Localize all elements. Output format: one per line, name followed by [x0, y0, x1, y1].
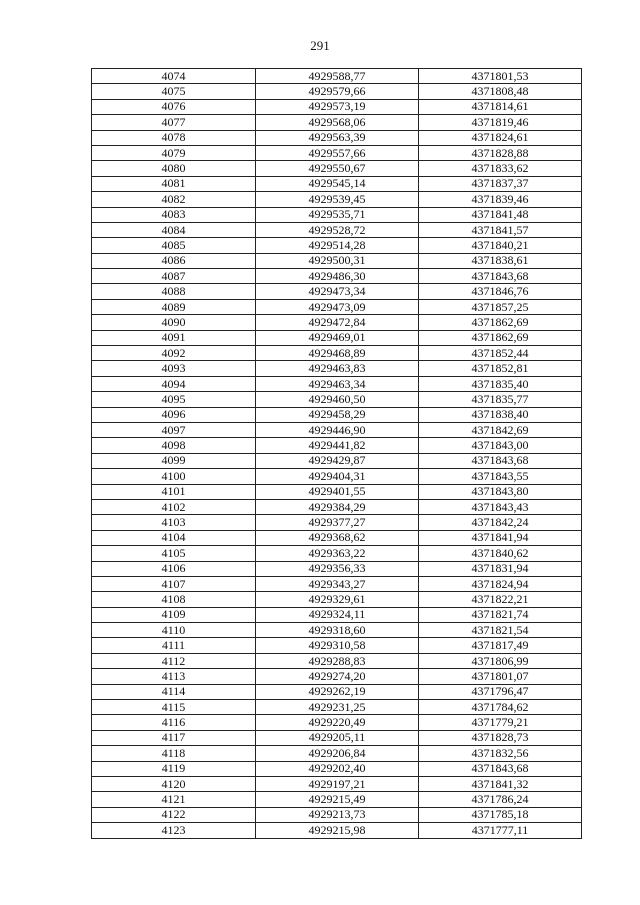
- y-coordinate-cell: 4371796,47: [419, 684, 582, 699]
- x-coordinate-cell: 4929215,98: [256, 823, 419, 838]
- point-number-cell: 4088: [92, 284, 256, 299]
- y-coordinate-cell: 4371838,40: [419, 407, 582, 422]
- x-coordinate-cell: 4929528,72: [256, 222, 419, 237]
- point-number-cell: 4083: [92, 207, 256, 222]
- x-coordinate-cell: 4929463,83: [256, 361, 419, 376]
- page-number: 291: [310, 38, 330, 53]
- table-row: [92, 192, 582, 207]
- point-number-cell: 4121: [92, 792, 256, 807]
- y-coordinate-cell: 4371843,68: [419, 453, 582, 468]
- point-number-cell: 4118: [92, 746, 256, 761]
- y-coordinate-cell: 4371841,57: [419, 222, 582, 237]
- x-coordinate-cell: 4929573,19: [256, 99, 419, 114]
- y-coordinate-cell: 4371833,62: [419, 161, 582, 176]
- point-number-cell: 4123: [92, 823, 256, 838]
- table-row: [92, 807, 582, 822]
- x-coordinate-cell: 4929206,84: [256, 746, 419, 761]
- table-row: [92, 115, 582, 130]
- y-coordinate-cell: 4371852,81: [419, 361, 582, 376]
- point-number-cell: 4102: [92, 499, 256, 514]
- x-coordinate-cell: 4929324,11: [256, 607, 419, 622]
- table-row: [92, 207, 582, 222]
- y-coordinate-cell: 4371817,49: [419, 638, 582, 653]
- x-coordinate-cell: 4929458,29: [256, 407, 419, 422]
- table-row: [92, 484, 582, 499]
- table-row: [92, 392, 582, 407]
- y-coordinate-cell: 4371846,76: [419, 284, 582, 299]
- y-coordinate-cell: 4371785,18: [419, 807, 582, 822]
- y-coordinate-cell: 4371839,46: [419, 192, 582, 207]
- point-number-cell: 4114: [92, 684, 256, 699]
- x-coordinate-cell: 4929514,28: [256, 238, 419, 253]
- point-number-cell: 4104: [92, 530, 256, 545]
- point-number-cell: 4111: [92, 638, 256, 653]
- point-number-cell: 4101: [92, 484, 256, 499]
- point-number-cell: 4120: [92, 776, 256, 791]
- point-number-cell: 4119: [92, 761, 256, 776]
- y-coordinate-cell: 4371824,94: [419, 576, 582, 591]
- y-coordinate-cell: 4371842,24: [419, 515, 582, 530]
- x-coordinate-cell: 4929579,66: [256, 84, 419, 99]
- x-coordinate-cell: 4929343,27: [256, 576, 419, 591]
- y-coordinate-cell: 4371862,69: [419, 330, 582, 345]
- table-row: [92, 700, 582, 715]
- point-number-cell: 4108: [92, 592, 256, 607]
- y-coordinate-cell: 4371801,07: [419, 669, 582, 684]
- x-coordinate-cell: 4929404,31: [256, 469, 419, 484]
- point-number-cell: 4093: [92, 361, 256, 376]
- y-coordinate-cell: 4371831,94: [419, 561, 582, 576]
- point-number-cell: 4096: [92, 407, 256, 422]
- table-row: [92, 730, 582, 745]
- table-row: [92, 161, 582, 176]
- point-number-cell: 4084: [92, 222, 256, 237]
- y-coordinate-cell: 4371832,56: [419, 746, 582, 761]
- table-row: [92, 746, 582, 761]
- x-coordinate-cell: 4929460,50: [256, 392, 419, 407]
- table-row: [92, 792, 582, 807]
- y-coordinate-cell: 4371828,73: [419, 730, 582, 745]
- y-coordinate-cell: 4371852,44: [419, 346, 582, 361]
- point-number-cell: 4089: [92, 299, 256, 314]
- x-coordinate-cell: 4929288,83: [256, 653, 419, 668]
- table-row: [92, 453, 582, 468]
- point-number-cell: 4079: [92, 145, 256, 160]
- x-coordinate-cell: 4929500,31: [256, 253, 419, 268]
- table-row: [92, 684, 582, 699]
- coordinates-table-body: [92, 69, 582, 839]
- y-coordinate-cell: 4371840,21: [419, 238, 582, 253]
- y-coordinate-cell: 4371843,80: [419, 484, 582, 499]
- y-coordinate-cell: 4371842,69: [419, 422, 582, 437]
- table-row: [92, 84, 582, 99]
- x-coordinate-cell: 4929368,62: [256, 530, 419, 545]
- x-coordinate-cell: 4929318,60: [256, 623, 419, 638]
- y-coordinate-cell: 4371808,48: [419, 84, 582, 99]
- y-coordinate-cell: 4371821,54: [419, 623, 582, 638]
- y-coordinate-cell: 4371828,88: [419, 145, 582, 160]
- point-number-cell: 4075: [92, 84, 256, 99]
- point-number-cell: 4105: [92, 546, 256, 561]
- table-row: [92, 130, 582, 145]
- y-coordinate-cell: 4371843,43: [419, 499, 582, 514]
- x-coordinate-cell: 4929205,11: [256, 730, 419, 745]
- x-coordinate-cell: 4929486,30: [256, 269, 419, 284]
- y-coordinate-cell: 4371837,37: [419, 176, 582, 191]
- point-number-cell: 4122: [92, 807, 256, 822]
- y-coordinate-cell: 4371843,68: [419, 269, 582, 284]
- y-coordinate-cell: 4371814,61: [419, 99, 582, 114]
- table-row: [92, 222, 582, 237]
- table-row: [92, 546, 582, 561]
- table-row: [92, 469, 582, 484]
- table-row: [92, 253, 582, 268]
- x-coordinate-cell: 4929473,09: [256, 299, 419, 314]
- table-row: [92, 592, 582, 607]
- point-number-cell: 4087: [92, 269, 256, 284]
- x-coordinate-cell: 4929441,82: [256, 438, 419, 453]
- y-coordinate-cell: 4371786,24: [419, 792, 582, 807]
- x-coordinate-cell: 4929310,58: [256, 638, 419, 653]
- table-row: [92, 653, 582, 668]
- table-row: [92, 530, 582, 545]
- point-number-cell: 4109: [92, 607, 256, 622]
- point-number-cell: 4100: [92, 469, 256, 484]
- table-row: [92, 361, 582, 376]
- point-number-cell: 4115: [92, 700, 256, 715]
- x-coordinate-cell: 4929220,49: [256, 715, 419, 730]
- point-number-cell: 4094: [92, 376, 256, 391]
- x-coordinate-cell: 4929446,90: [256, 422, 419, 437]
- x-coordinate-cell: 4929473,34: [256, 284, 419, 299]
- point-number-cell: 4076: [92, 99, 256, 114]
- x-coordinate-cell: 4929557,66: [256, 145, 419, 160]
- x-coordinate-cell: 4929472,84: [256, 315, 419, 330]
- point-number-cell: 4107: [92, 576, 256, 591]
- point-number-cell: 4103: [92, 515, 256, 530]
- x-coordinate-cell: 4929274,20: [256, 669, 419, 684]
- point-number-cell: 4081: [92, 176, 256, 191]
- x-coordinate-cell: 4929363,22: [256, 546, 419, 561]
- x-coordinate-cell: 4929468,89: [256, 346, 419, 361]
- x-coordinate-cell: 4929329,61: [256, 592, 419, 607]
- table-row: [92, 284, 582, 299]
- x-coordinate-cell: 4929197,21: [256, 776, 419, 791]
- table-row: [92, 515, 582, 530]
- x-coordinate-cell: 4929262,19: [256, 684, 419, 699]
- table-row: [92, 422, 582, 437]
- x-coordinate-cell: 4929463,34: [256, 376, 419, 391]
- point-number-cell: 4074: [92, 69, 256, 84]
- y-coordinate-cell: 4371857,25: [419, 299, 582, 314]
- y-coordinate-cell: 4371843,00: [419, 438, 582, 453]
- x-coordinate-cell: 4929535,71: [256, 207, 419, 222]
- point-number-cell: 4112: [92, 653, 256, 668]
- table-row: [92, 638, 582, 653]
- table-row: [92, 776, 582, 791]
- table-row: [92, 623, 582, 638]
- x-coordinate-cell: 4929384,29: [256, 499, 419, 514]
- point-number-cell: 4086: [92, 253, 256, 268]
- table-row: [92, 376, 582, 391]
- y-coordinate-cell: 4371784,62: [419, 700, 582, 715]
- table-row: [92, 346, 582, 361]
- point-number-cell: 4116: [92, 715, 256, 730]
- y-coordinate-cell: 4371843,55: [419, 469, 582, 484]
- coordinates-table: [91, 68, 582, 839]
- y-coordinate-cell: 4371821,74: [419, 607, 582, 622]
- point-number-cell: 4092: [92, 346, 256, 361]
- table-row: [92, 761, 582, 776]
- point-number-cell: 4110: [92, 623, 256, 638]
- point-number-cell: 4099: [92, 453, 256, 468]
- table-row: [92, 330, 582, 345]
- x-coordinate-cell: 4929568,06: [256, 115, 419, 130]
- y-coordinate-cell: 4371819,46: [419, 115, 582, 130]
- x-coordinate-cell: 4929539,45: [256, 192, 419, 207]
- x-coordinate-cell: 4929213,73: [256, 807, 419, 822]
- x-coordinate-cell: 4929563,39: [256, 130, 419, 145]
- point-number-cell: 4097: [92, 422, 256, 437]
- y-coordinate-cell: 4371862,69: [419, 315, 582, 330]
- table-row: [92, 669, 582, 684]
- y-coordinate-cell: 4371822,21: [419, 592, 582, 607]
- point-number-cell: 4106: [92, 561, 256, 576]
- point-number-cell: 4090: [92, 315, 256, 330]
- table-row: [92, 299, 582, 314]
- x-coordinate-cell: 4929588,77: [256, 69, 419, 84]
- table-row: [92, 99, 582, 114]
- y-coordinate-cell: 4371779,21: [419, 715, 582, 730]
- y-coordinate-cell: 4371841,48: [419, 207, 582, 222]
- y-coordinate-cell: 4371824,61: [419, 130, 582, 145]
- table-row: [92, 823, 582, 838]
- y-coordinate-cell: 4371843,68: [419, 761, 582, 776]
- table-row: [92, 407, 582, 422]
- y-coordinate-cell: 4371838,61: [419, 253, 582, 268]
- point-number-cell: 4078: [92, 130, 256, 145]
- x-coordinate-cell: 4929231,25: [256, 700, 419, 715]
- x-coordinate-cell: 4929202,40: [256, 761, 419, 776]
- y-coordinate-cell: 4371840,62: [419, 546, 582, 561]
- table-row: [92, 145, 582, 160]
- table-row: [92, 176, 582, 191]
- x-coordinate-cell: 4929469,01: [256, 330, 419, 345]
- table-row: [92, 238, 582, 253]
- x-coordinate-cell: 4929545,14: [256, 176, 419, 191]
- table-row: [92, 561, 582, 576]
- table-row: [92, 576, 582, 591]
- x-coordinate-cell: 4929401,55: [256, 484, 419, 499]
- y-coordinate-cell: 4371841,32: [419, 776, 582, 791]
- point-number-cell: 4082: [92, 192, 256, 207]
- point-number-cell: 4085: [92, 238, 256, 253]
- y-coordinate-cell: 4371801,53: [419, 69, 582, 84]
- point-number-cell: 4091: [92, 330, 256, 345]
- table-row: [92, 499, 582, 514]
- table-row: [92, 438, 582, 453]
- point-number-cell: 4077: [92, 115, 256, 130]
- point-number-cell: 4080: [92, 161, 256, 176]
- x-coordinate-cell: 4929550,67: [256, 161, 419, 176]
- table-row: [92, 269, 582, 284]
- x-coordinate-cell: 4929356,33: [256, 561, 419, 576]
- table-row: [92, 607, 582, 622]
- x-coordinate-cell: 4929429,87: [256, 453, 419, 468]
- y-coordinate-cell: 4371835,77: [419, 392, 582, 407]
- point-number-cell: 4098: [92, 438, 256, 453]
- x-coordinate-cell: 4929377,27: [256, 515, 419, 530]
- table-row: [92, 315, 582, 330]
- y-coordinate-cell: 4371806,99: [419, 653, 582, 668]
- y-coordinate-cell: 4371777,11: [419, 823, 582, 838]
- table-row: [92, 715, 582, 730]
- x-coordinate-cell: 4929215,49: [256, 792, 419, 807]
- y-coordinate-cell: 4371841,94: [419, 530, 582, 545]
- y-coordinate-cell: 4371835,40: [419, 376, 582, 391]
- point-number-cell: 4095: [92, 392, 256, 407]
- table-row: [92, 69, 582, 84]
- point-number-cell: 4113: [92, 669, 256, 684]
- point-number-cell: 4117: [92, 730, 256, 745]
